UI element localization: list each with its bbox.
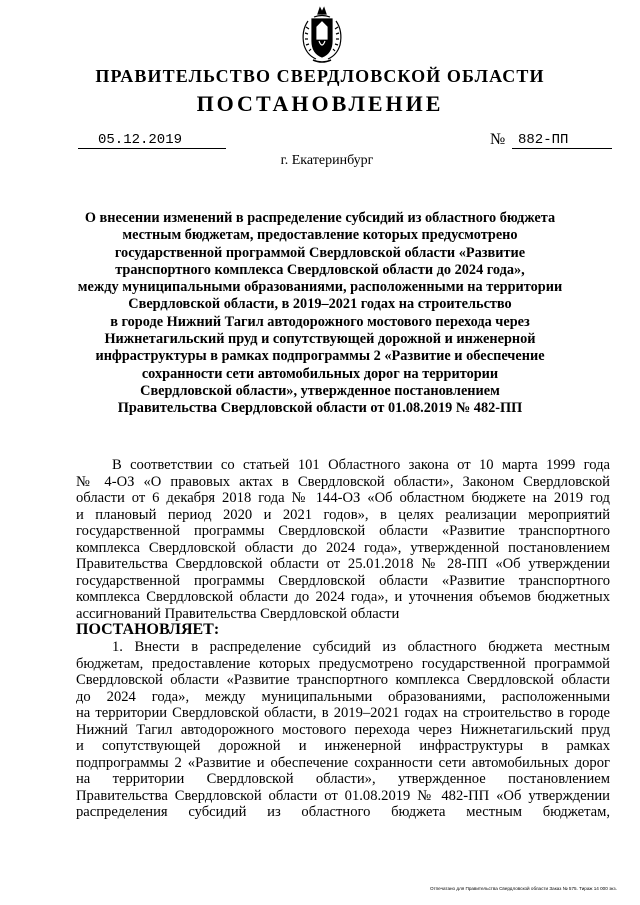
title-line: между муниципальными образованиями, расположенными на территории (77, 279, 563, 296)
city: г. Екатеринбург (280, 153, 374, 168)
preamble-line: № 4-ОЗ «О правовых актах в Свердловской области», Законом Свердловской (76, 473, 610, 490)
title-line: транспортного комплекса Свердловской области до 2024 года», (115, 261, 525, 278)
item-1-line: и сопутствующей дорожной и инженерной инфраструктуры в рамках (76, 738, 610, 755)
document-date: 05.12.2019 (78, 132, 226, 149)
item-1-line: Правительства Свердловской области от 01.08.2019 № 482-ПП «Об утверждении (76, 787, 610, 804)
title-line: Свердловской области, в 2019–2021 годах на строительство (128, 296, 512, 313)
document-body (76, 457, 610, 821)
resolves-heading: ПОСТАНОВЛЯЕТ: (76, 621, 220, 639)
item-1-line: на территории Свердловской области», утвержденное постановлением (76, 771, 610, 788)
coat-of-arms-icon (298, 5, 346, 65)
preamble-line: Правительства Свердловской области от 25.01.2018 № 28-ПП «Об утверждении (76, 556, 610, 573)
government-name: ПРАВИТЕЛЬСТВО СВЕРДЛОВСКОЙ ОБЛАСТИ (95, 66, 545, 86)
item-1-line: 1. Внести в распределение субсидий из областного бюджета местным (112, 639, 610, 656)
title-line: Правительства Свердловской области от 01.08.2019 № 482-ПП (117, 400, 523, 417)
preamble-line: комплекса Свердловской области до 2024 года», утвержденной постановлением (76, 539, 610, 556)
title-line: Нижнетагильский пруд и сопутствующей дорожной и инженерной (104, 331, 536, 348)
title-line: инфраструктуры в рамках подпрограммы 2 «Развитие и обеспечение (95, 348, 545, 365)
title-line: сохранности сети автомобильных дорог на территории (141, 365, 499, 382)
title-line: государственной программой Свердловской области «Развитие (114, 244, 526, 261)
preamble-line: и плановый период 2020 и 2021 годов», в целях реализации мероприятий (76, 506, 610, 523)
item-1-line: на территории Свердловской области, в 2019–2021 годах на строительство в городе (76, 705, 610, 722)
item-1-line: распределения субсидий из областного бюджета местным бюджетам, (76, 804, 610, 821)
document-number: 882-ПП (512, 132, 612, 149)
preamble-line: государственной программы Свердловской области «Развитие транспортного (76, 523, 610, 540)
item-1-line: подпрограммы 2 «Развитие и обеспечение сохранности сети автомобильных дорог (76, 754, 610, 771)
document-type: ПОСТАНОВЛЕНИЕ (196, 91, 444, 116)
preamble-line: ассигнований Правительства Свердловской области (76, 605, 400, 622)
item-1-line: бюджетам, предоставление которых предусмотрено государственной программой (76, 655, 610, 672)
number-sign: № (490, 131, 506, 148)
item-1-line: Нижний Тагил автодорожного мостового перехода через Нижнетагильский пруд (76, 721, 610, 738)
preamble-line: комплекса Свердловской области до 2024 года», и уточнения объемов бюджетных (76, 589, 610, 606)
preamble-line: государственной программы Свердловской области «Развитие транспортного (76, 572, 610, 589)
preamble-line: области от 6 декабря 2018 года № 144-ОЗ «Об областном бюджете на 2019 год (76, 490, 610, 507)
title-line: О внесении изменений в распределение субсидий из областного бюджета (84, 210, 556, 226)
print-footer: Отпечатано для Правительства Свердловской области Заказ № 575. Тираж 14 000 экз. (430, 886, 617, 891)
preamble-line: В соответствии со статьей 101 Областного закона от 10 марта 1999 года (112, 457, 610, 473)
document-title (60, 210, 580, 418)
title-line: в городе Нижний Тагил автодорожного мостового перехода через (110, 313, 530, 330)
title-line: Свердловской области», утвержденное постановлением (140, 382, 500, 399)
item-1-line: до 2024 года», между муниципальными образованиями, расположенными (76, 688, 610, 705)
item-1-line: Свердловской области «Развитие транспортного комплекса Свердловской области (76, 672, 610, 689)
title-line: местным бюджетам, предоставление которых предусмотрено (122, 227, 518, 244)
